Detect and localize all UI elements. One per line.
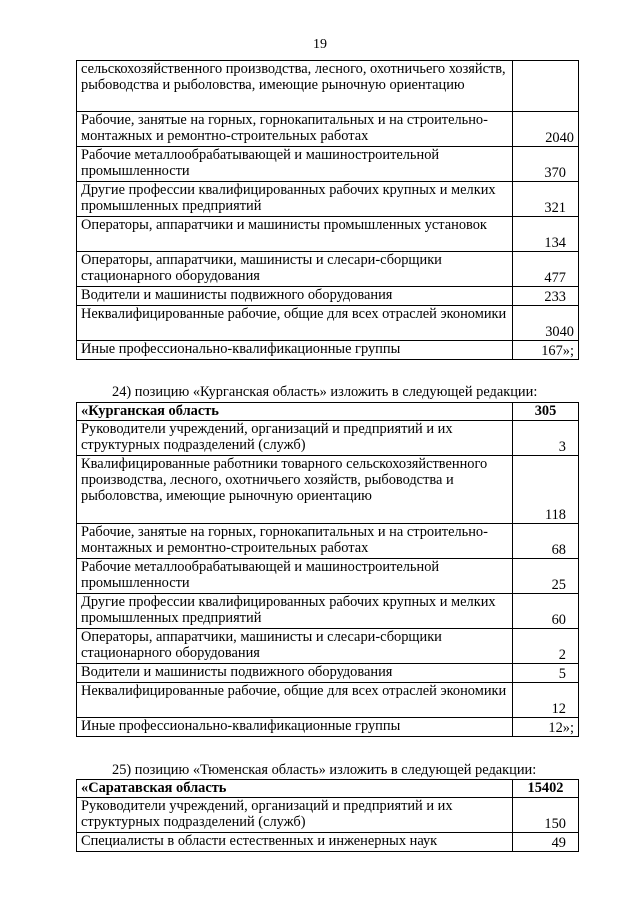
row-value: 321 [513, 182, 579, 217]
row-label: Иные профессионально-квалификационные группы [77, 718, 513, 737]
table-row [77, 833, 579, 852]
table-row [77, 683, 579, 718]
row-value: 2040 [513, 112, 579, 147]
row-label: Операторы, аппаратчики, машинисты и слесари-сборщики стационарного оборудования [77, 629, 513, 664]
paragraph-24: 24) позицию «Курганская область» изложить в следующей редакции: [112, 384, 538, 400]
table-row [77, 524, 579, 559]
table-kurgan [76, 402, 579, 737]
table-row [77, 217, 579, 252]
row-value: 68 [513, 524, 579, 559]
table-saratov [76, 779, 579, 852]
row-label: Специалисты в области естественных и инженерных наук [77, 833, 513, 852]
row-value: 3 [513, 421, 579, 456]
row-label: Рабочие металлообрабатывающей и машиностроительной промышленности [77, 559, 513, 594]
row-label: Руководители учреждений, организаций и предприятий и их структурных подразделений (служб) [77, 798, 513, 833]
row-value: 134 [513, 217, 579, 252]
region-total: 15402 [513, 780, 579, 798]
table-row [77, 61, 579, 112]
row-value: 5 [513, 664, 579, 683]
row-label: Другие профессии квалифицированных рабочих крупных и мелких промышленных предприятий [77, 182, 513, 217]
row-value: 167»; [513, 341, 579, 360]
table-row [77, 629, 579, 664]
page-number: 19 [313, 37, 327, 52]
row-label: Рабочие, занятые на горных, горнокапитальных и на строительно-монтажных и ремонтно-строительных работах [77, 524, 513, 559]
table-row [77, 182, 579, 217]
row-label: сельскохозяйственного производства, лесного, охотничьего хозяйств, рыбоводства и рыболовства, имеющие рыночную ориентацию [77, 61, 513, 112]
row-label: Руководители учреждений, организаций и предприятий и их структурных подразделений (служб) [77, 421, 513, 456]
table-row [77, 456, 579, 524]
row-value: 12 [513, 683, 579, 718]
row-value: 150 [513, 798, 579, 833]
row-label: Водители и машинисты подвижного оборудования [77, 287, 513, 306]
row-label: Другие профессии квалифицированных рабочих крупных и мелких промышленных предприятий [77, 594, 513, 629]
paragraph-25: 25) позицию «Тюменская область» изложить в следующей редакции: [112, 762, 537, 778]
row-label: Неквалифицированные рабочие, общие для всех отраслей экономики [77, 683, 513, 718]
row-value [513, 61, 579, 112]
row-value: 12»; [513, 718, 579, 737]
row-value: 370 [513, 147, 579, 182]
row-label: Рабочие металлообрабатывающей и машиностроительной промышленности [77, 147, 513, 182]
row-value: 233 [513, 287, 579, 306]
table-header-row [77, 780, 579, 798]
region-total: 305 [513, 403, 579, 421]
row-label: Водители и машинисты подвижного оборудования [77, 664, 513, 683]
table-row [77, 421, 579, 456]
row-label: Операторы, аппаратчики, машинисты и слесари-сборщики стационарного оборудования [77, 252, 513, 287]
row-value: 49 [513, 833, 579, 852]
table-row [77, 147, 579, 182]
table-row [77, 112, 579, 147]
table-row [77, 718, 579, 737]
table-row [77, 664, 579, 683]
table-continuation [76, 60, 579, 360]
row-value: 25 [513, 559, 579, 594]
table-row [77, 287, 579, 306]
row-value: 477 [513, 252, 579, 287]
table-header-row [77, 403, 579, 421]
row-label: Операторы, аппаратчики и машинисты промышленных установок [77, 217, 513, 252]
row-label: Неквалифицированные рабочие, общие для всех отраслей экономики [77, 306, 513, 341]
row-label: Иные профессионально-квалификационные группы [77, 341, 513, 360]
row-value: 2 [513, 629, 579, 664]
table-row [77, 306, 579, 341]
region-name: «Курганская область [77, 403, 513, 421]
table-row [77, 252, 579, 287]
row-value: 60 [513, 594, 579, 629]
row-value: 118 [513, 456, 579, 524]
table-row [77, 594, 579, 629]
table-row [77, 559, 579, 594]
row-label: Квалифицированные работники товарного сельскохозяйственного производства, лесного, охотничьего хозяйств, рыбоводства и рыболовства, имеющие рыночную ориентацию [77, 456, 513, 524]
table-row [77, 798, 579, 833]
table-row [77, 341, 579, 360]
region-name: «Саратавская область [77, 780, 513, 798]
row-label: Рабочие, занятые на горных, горнокапитальных и на строительно-монтажных и ремонтно-строительных работах [77, 112, 513, 147]
row-value: 3040 [513, 306, 579, 341]
